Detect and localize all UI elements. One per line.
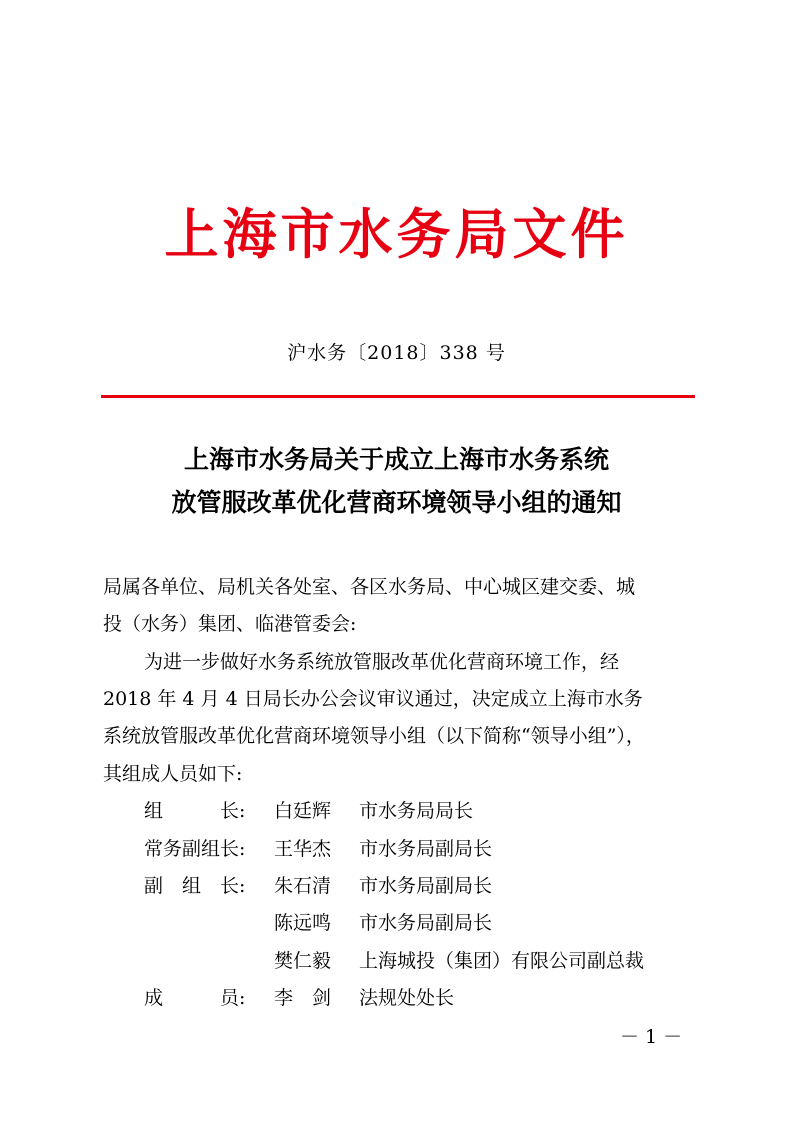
page-number: － 1 － <box>620 1026 683 1048</box>
roster-role: 副 组 长: <box>144 875 246 897</box>
roster-post: 法规处处长 <box>359 987 455 1009</box>
addressee-line-2: 投（水务）集团、临港管委会: <box>103 613 357 635</box>
roster-post: 市水务局副局长 <box>359 875 493 897</box>
roster-name: 朱石清 <box>274 875 332 897</box>
red-separator-rule <box>101 395 695 398</box>
title-line-2: 放管服改革优化营商环境领导小组的通知 <box>171 488 622 517</box>
roster-name: 李 剑 <box>274 987 332 1009</box>
roster-name: 王华杰 <box>274 838 332 860</box>
roster-name: 白廷辉 <box>274 800 332 822</box>
paragraph-line-1: 为进一步做好水务系统放管服改革优化营商环境工作，经 <box>144 651 620 673</box>
paragraph-line-2: 2018 年 4 月 4 日局长办公会议审议通过，决定成立上海市水务 <box>103 688 643 710</box>
roster-name: 樊仁毅 <box>274 950 332 972</box>
roster-post: 市水务局副局长 <box>359 912 493 934</box>
paragraph-line-4: 其组成人员如下: <box>103 763 243 785</box>
document-number: 沪水务〔2018〕338 号 <box>287 342 506 364</box>
roster-role: 组 长: <box>144 800 246 822</box>
paragraph-line-3: 系统放管服改革优化营商环境领导小组（以下简称“领导小组”）， <box>103 725 645 747</box>
document-masthead: 上海市水务局文件 <box>164 202 629 266</box>
addressee-line-1: 局属各单位、局机关各处室、各区水务局、中心城区建交委、城 <box>103 576 636 598</box>
roster-post: 市水务局副局长 <box>359 838 493 860</box>
roster-name: 陈远鸣 <box>274 912 332 934</box>
roster-role: 成 员: <box>144 987 246 1009</box>
roster-role: 常务副组长: <box>144 838 246 860</box>
roster-post: 市水务局局长 <box>359 800 474 822</box>
roster-post: 上海城投（集团）有限公司副总裁 <box>359 950 645 972</box>
title-line-1: 上海市水务局关于成立上海市水务系统 <box>183 445 609 474</box>
